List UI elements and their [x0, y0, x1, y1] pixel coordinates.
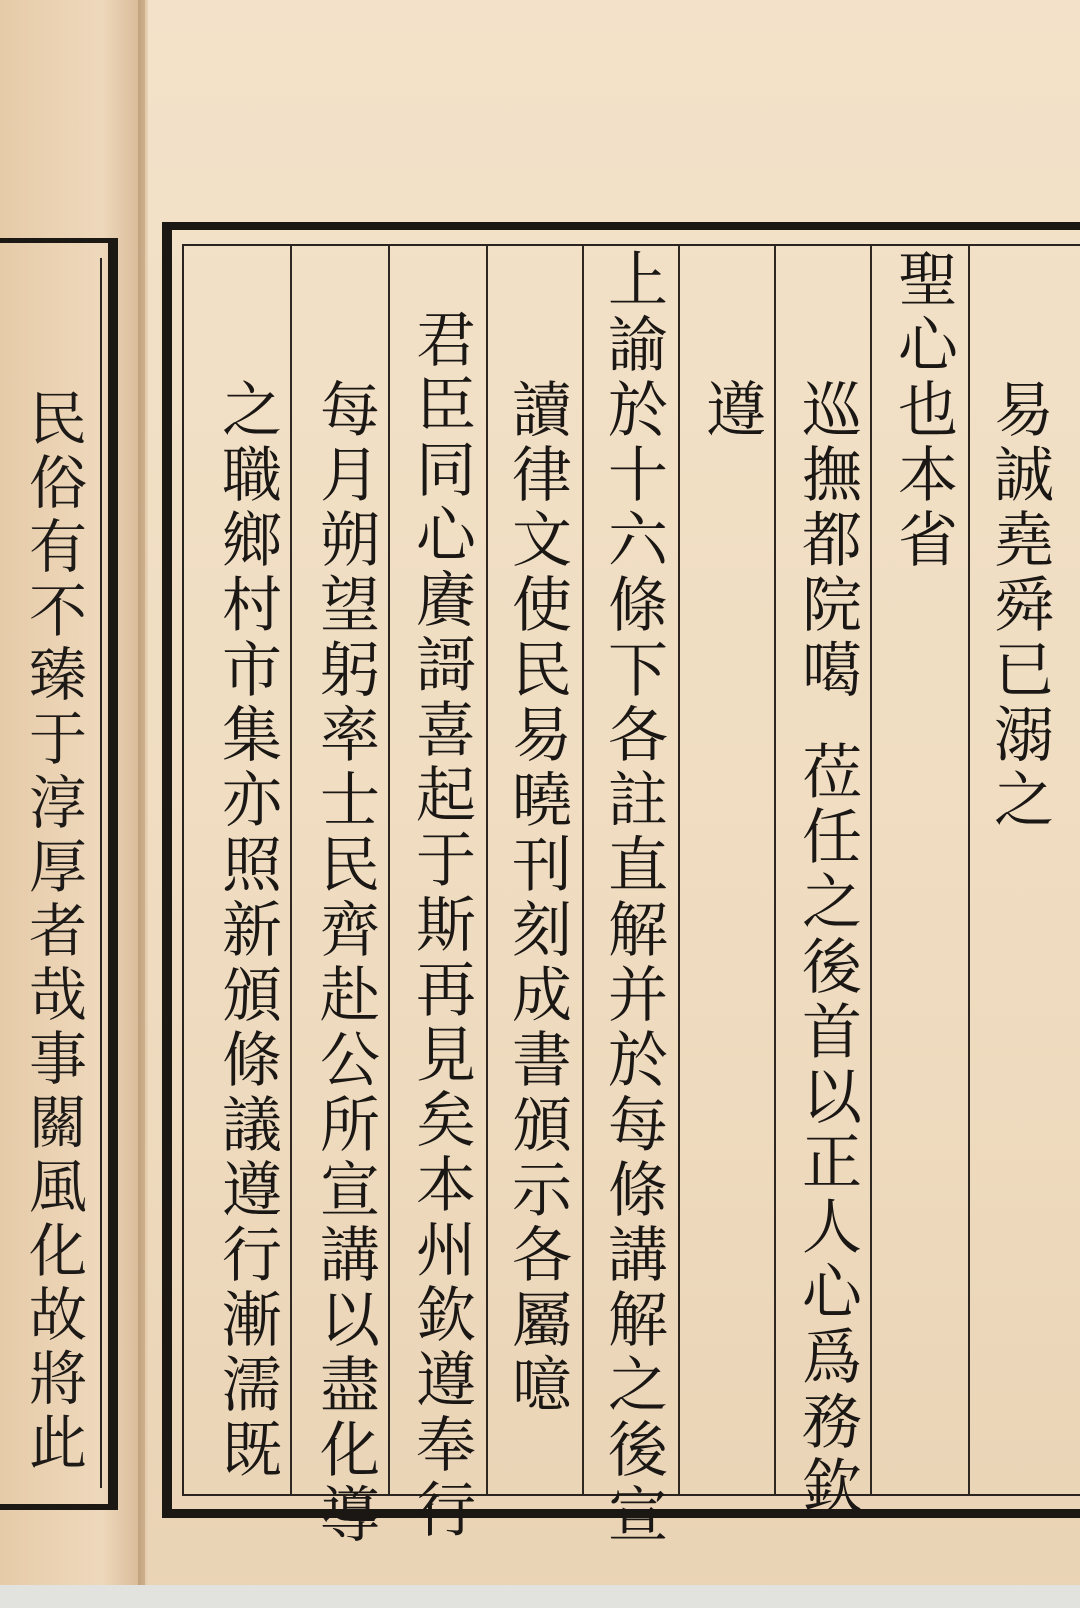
frame-inner-top-rule: [182, 244, 1080, 246]
text-column-9: 之職鄉村市集亦照新頒條議遵行漸濡既: [212, 378, 282, 1483]
column-rule: [486, 246, 488, 1494]
column-rule: [388, 246, 390, 1494]
text-column-4: 遵: [696, 378, 766, 443]
frame-inner-left-rule: [182, 244, 184, 1496]
scan-bottom-edge: [0, 1585, 1080, 1608]
column-rule: [968, 246, 970, 1494]
text-column-6: 讀律文使民易曉刊刻成書頒示各屬噫: [502, 378, 572, 1418]
text-column-5: 上諭於十六條下各註直解并於每條講解之後宣: [598, 248, 668, 1548]
book-fold-shadow: [138, 0, 148, 1608]
column-rule: [870, 246, 872, 1494]
text-column-1: 易誠堯舜已溺之: [984, 378, 1054, 833]
column-rule: [290, 246, 292, 1494]
column-rule: [678, 246, 680, 1494]
text-column-2: 聖心也本省: [888, 248, 958, 573]
text-column-3-bottom: 莅任之後首以正人心爲務欽: [792, 740, 862, 1520]
column-rule: [774, 246, 776, 1494]
column-rule: [582, 246, 584, 1494]
text-column-3-top: 巡撫都院噶: [792, 378, 862, 703]
text-column-8: 每月朔望躬率士民齊赴公所宣講以盡化導: [310, 378, 380, 1548]
previous-page-column: 民俗有不臻于淳厚者哉事關風化故將此: [19, 388, 87, 1476]
text-column-7: 君臣同心賡謌喜起于斯再見矣本州欽遵奉行: [406, 308, 476, 1543]
